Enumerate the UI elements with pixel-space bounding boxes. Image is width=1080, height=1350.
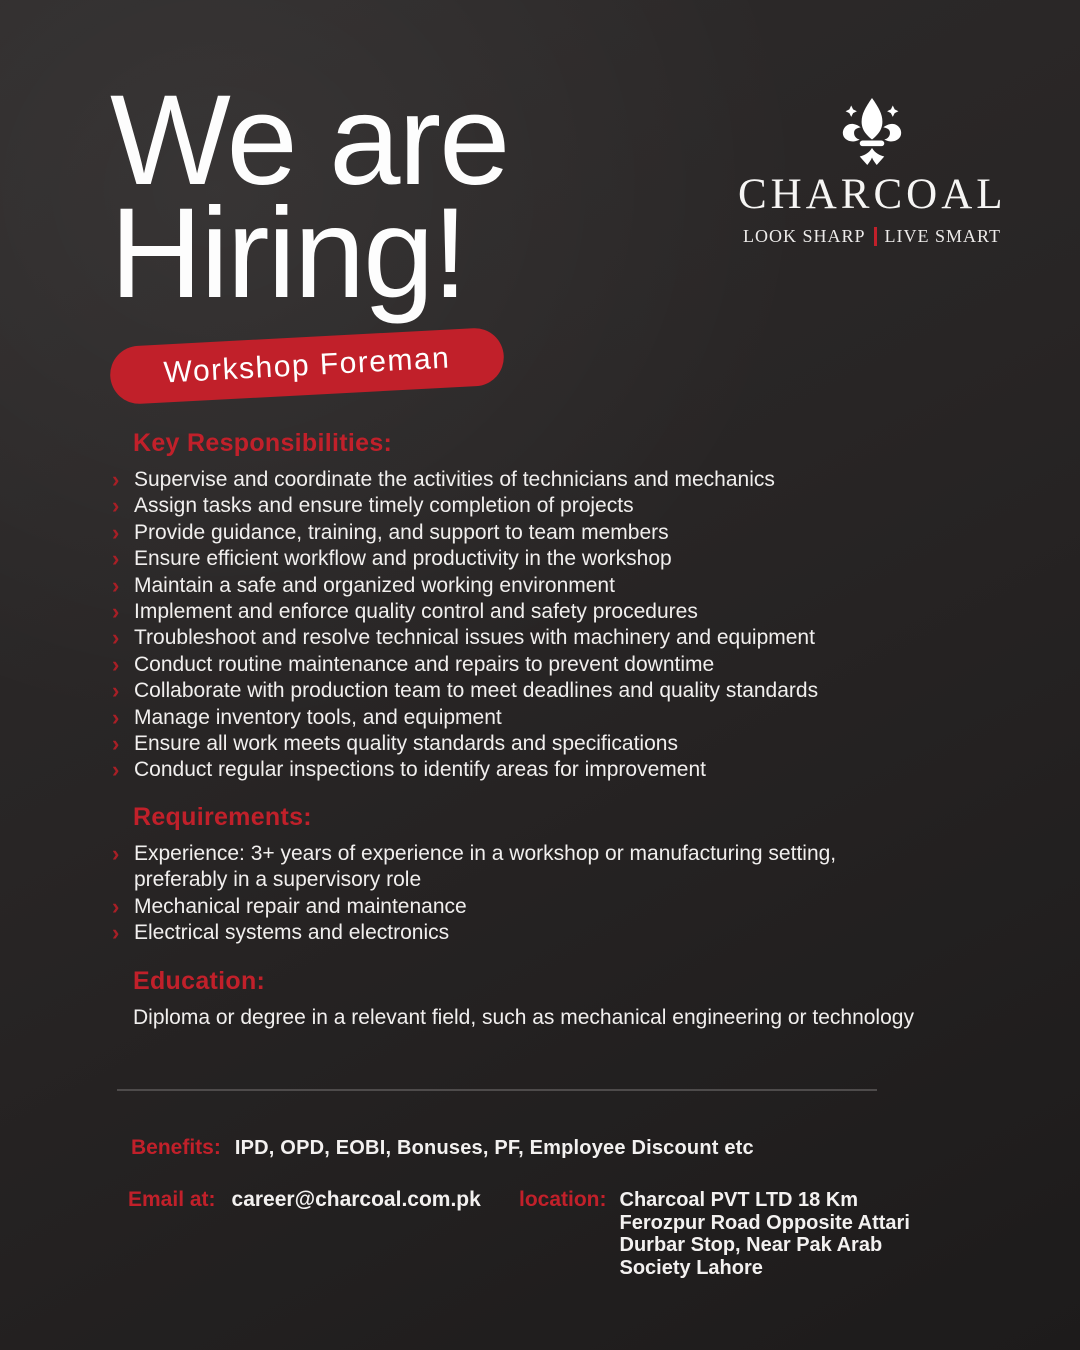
chevron-bullet-icon: › [112, 493, 120, 519]
responsibilities-heading: Key Responsibilities: [133, 429, 393, 457]
benefits-value: IPD, OPD, EOBI, Bonuses, PF, Employee Discount etc [234, 1137, 754, 1159]
headline [110, 69, 509, 325]
list-item-text: Maintain a safe and organized working environment [134, 573, 615, 597]
list-item-text: Experience: 3+ years of experience in a workshop or manufacturing setting, preferably in a supervisory role [134, 842, 837, 892]
education-text: Diploma or degree in a relevant field, such as mechanical engineering or technology [133, 1006, 914, 1029]
list-item [112, 841, 924, 894]
headline-line1: We are [110, 69, 509, 212]
list-item [112, 520, 972, 546]
list-item [112, 757, 972, 783]
email-row [128, 1188, 481, 1212]
location-value: Charcoal PVT LTD 18 Km Ferozpur Road Opposite Attari Durbar Stop, Near Pak Arab Society Lahore [619, 1189, 910, 1279]
list-item-text: Mechanical repair and maintenance [134, 894, 467, 918]
list-item [112, 652, 972, 678]
chevron-bullet-icon: › [112, 678, 120, 704]
education-heading: Education: [133, 967, 266, 995]
tagline-right: LIVE SMART [884, 226, 1001, 246]
list-item [112, 731, 972, 757]
chevron-bullet-icon: › [112, 920, 120, 946]
chevron-bullet-icon: › [112, 757, 120, 783]
list-item [112, 493, 972, 519]
chevron-bullet-icon: › [112, 546, 120, 572]
list-item-text: Provide guidance, training, and support to team members [134, 520, 669, 544]
requirements-list [112, 841, 924, 947]
tagline-divider [874, 227, 877, 246]
chevron-bullet-icon: › [112, 651, 120, 677]
list-item [112, 625, 972, 651]
chevron-bullet-icon: › [112, 731, 120, 757]
fleur-de-lis-icon [738, 98, 1006, 166]
list-item [112, 573, 972, 599]
chevron-bullet-icon: › [112, 893, 120, 919]
chevron-bullet-icon: › [112, 704, 120, 730]
list-item-text: Manage inventory tools, and equipment [134, 705, 502, 729]
list-item-text: Conduct routine maintenance and repairs to prevent downtime [134, 652, 715, 676]
list-item-text: Ensure all work meets quality standards and specifications [134, 732, 678, 756]
chevron-bullet-icon: › [112, 625, 120, 651]
benefits-row [131, 1136, 754, 1160]
list-item-text: Conduct regular inspections to identify areas for improvement [134, 758, 706, 782]
role-badge [109, 327, 505, 406]
benefits-label: Benefits: [131, 1136, 221, 1159]
tagline-left: LOOK SHARP [743, 226, 866, 246]
headline-line2: Hiring! [110, 182, 466, 325]
chevron-bullet-icon: › [112, 841, 120, 866]
chevron-bullet-icon: › [112, 467, 120, 492]
brand-name: CHARCOAL [738, 171, 1007, 218]
list-item-text: Troubleshoot and resolve technical issues with machinery and equipment [134, 626, 815, 650]
list-item [112, 705, 972, 731]
list-item-text: Supervise and coordinate the activities of technicians and mechanics [134, 468, 775, 491]
divider-line [117, 1089, 877, 1091]
email-value: career@charcoal.com.pk [231, 1188, 481, 1211]
list-item-text: Electrical systems and electronics [134, 921, 450, 945]
list-item-text: Assign tasks and ensure timely completion of projects [134, 494, 634, 518]
list-item-text: Implement and enforce quality control and safety procedures [134, 600, 698, 624]
role-badge-label: Workshop Foreman [162, 341, 452, 390]
list-item [112, 546, 972, 572]
list-item [112, 599, 972, 625]
list-item [112, 920, 924, 946]
email-label: Email at: [128, 1188, 216, 1211]
requirements-heading: Requirements: [133, 803, 312, 831]
responsibilities-list [112, 467, 972, 784]
chevron-bullet-icon: › [112, 599, 120, 625]
list-item [112, 467, 972, 493]
list-item [112, 678, 972, 704]
brand-logo [738, 98, 1006, 247]
brand-tagline [738, 226, 1006, 247]
list-item-text: Ensure efficient workflow and productivity in the workshop [134, 547, 672, 571]
list-item-text: Collaborate with production team to meet deadlines and quality standards [134, 679, 819, 703]
chevron-bullet-icon: › [112, 519, 120, 545]
chevron-bullet-icon: › [112, 572, 120, 598]
list-item [112, 894, 924, 920]
location-row [519, 1188, 932, 1279]
location-label: location: [519, 1188, 607, 1211]
